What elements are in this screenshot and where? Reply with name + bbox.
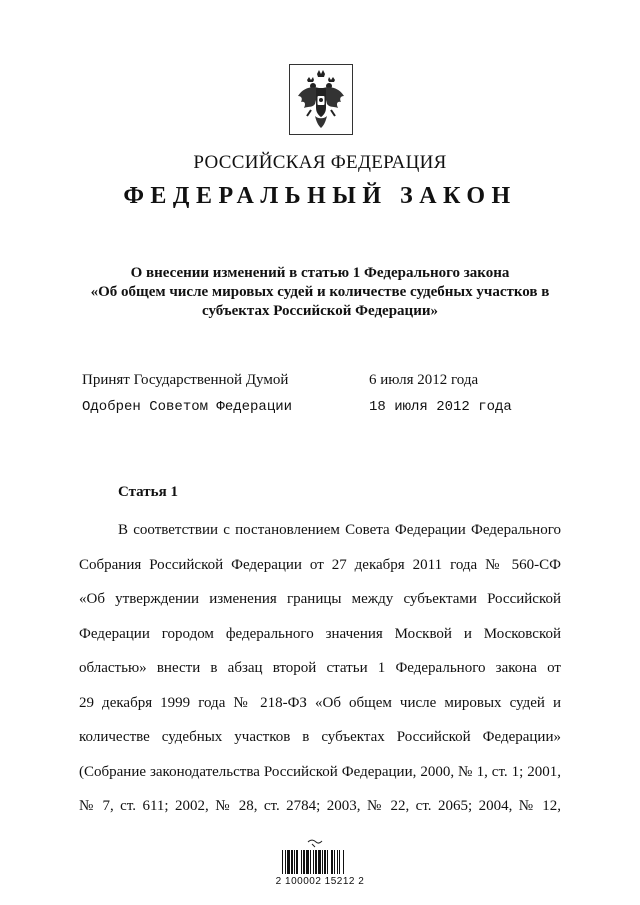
article-body bbox=[79, 513, 561, 824]
article-text-line: областью» внести в абзац второй статьи 1 Федерального закона от bbox=[79, 660, 561, 676]
article-text-line: В соответствии с постановлением Совета Федерации Федерального bbox=[118, 522, 561, 538]
article-text-line: «Об утверждении изменения границы между субъектами Российской bbox=[79, 591, 561, 607]
country-name: РОССИЙСКАЯ ФЕДЕРАЦИЯ bbox=[193, 152, 447, 173]
article-text-line: (Собрание законодательства Российской Федерации, 2000, № 1, ст. 1; 2001, bbox=[79, 763, 561, 780]
barcode-icon bbox=[268, 838, 372, 876]
article-text-line: № 7, ст. 611; 2002, № 28, ст. 2784; 2003, № 22, ст. 2065; 2004, № 12, bbox=[79, 798, 561, 814]
law-title bbox=[70, 264, 570, 321]
adoption-date: 6 июля 2012 года bbox=[369, 372, 479, 388]
adoption-label: Одобрен Советом Федерации bbox=[82, 399, 293, 415]
barcode-stamp bbox=[268, 838, 372, 892]
law-title-line: «Об общем числе мировых судей и количестве судебных участков в bbox=[90, 284, 550, 300]
article-text-line: 29 декабря 1999 года № 218-ФЗ «Об общем числе мировых судей и bbox=[79, 694, 561, 711]
adoption-label: Принят Государственной Думой bbox=[82, 372, 289, 388]
barcode-number: 2 100002 15212 2 bbox=[275, 876, 365, 887]
coat-of-arms-icon bbox=[289, 64, 353, 135]
article-text-line: Собрания Российской Федерации от 27 декабря 2011 года № 560-СФ bbox=[79, 556, 561, 573]
adoption-date: 18 июля 2012 года bbox=[369, 399, 512, 415]
law-title-line: О внесении изменений в статью 1 Федерального закона bbox=[130, 265, 510, 281]
article-heading: Статья 1 bbox=[118, 484, 178, 500]
law-title-line: субъектах Российской Федерации» bbox=[202, 303, 438, 319]
article-text-line: количестве судебных участков в субъектах Российской Федерации» bbox=[79, 729, 561, 745]
law-type-heading: ФЕДЕРАЛЬНЫЙ ЗАКОН bbox=[123, 183, 517, 209]
article-text-line: Федерации городом федерального значения Москвой и Московской bbox=[79, 625, 561, 642]
